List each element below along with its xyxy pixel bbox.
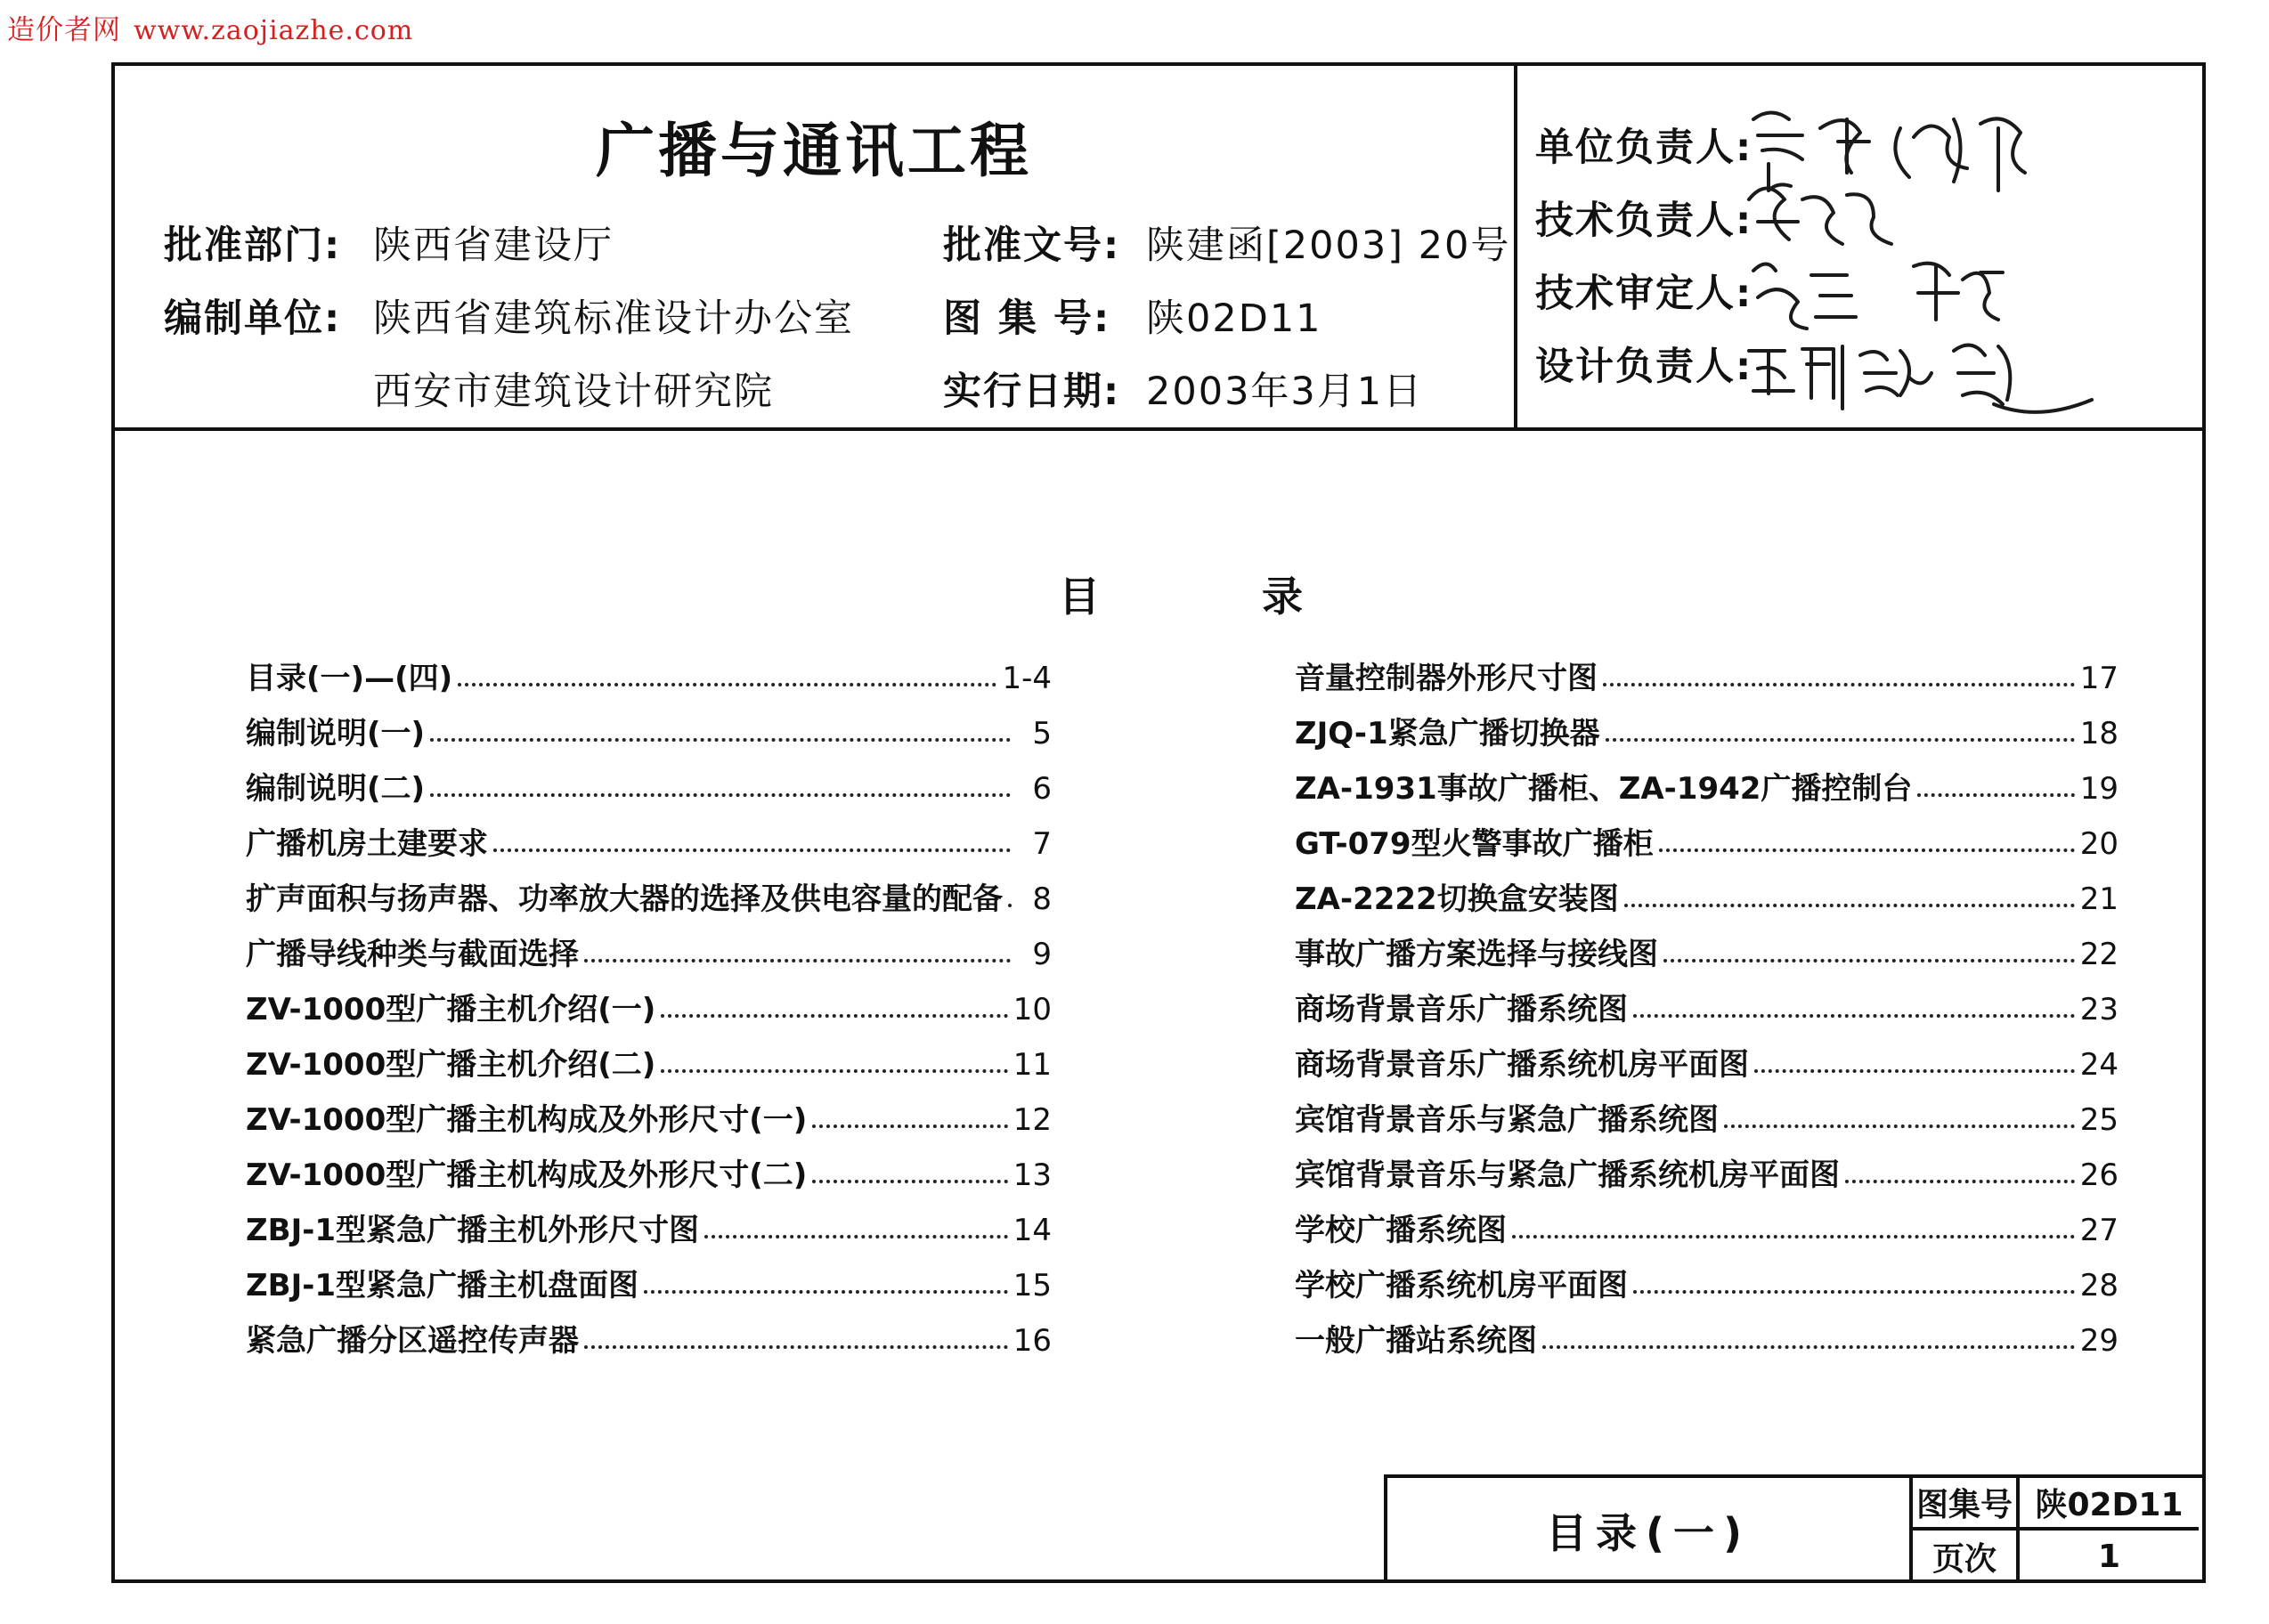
toc-entry-title: 广播导线种类与截面选择 bbox=[246, 937, 579, 972]
toc-leader-dots bbox=[1845, 1180, 2075, 1183]
signature-design-head-1 bbox=[1749, 351, 1793, 394]
toc-entry-title: ZV-1000型广播主机构成及外形尺寸(一) bbox=[246, 1102, 808, 1138]
toc-entry-page: 21 bbox=[2079, 881, 2119, 917]
toc-entry bbox=[246, 930, 1052, 985]
toc-leader-dots bbox=[430, 738, 1011, 742]
toc-entry bbox=[246, 1261, 1052, 1316]
signature-design-head-3 bbox=[1860, 351, 1931, 395]
toc-entry-title: 学校广播系统机房平面图 bbox=[1295, 1268, 1628, 1303]
toc-leader-dots bbox=[661, 1069, 1007, 1073]
toc-entry-title: 扩声面积与扬声器、功率放大器的选择及供电容量的配备 bbox=[246, 881, 1003, 917]
drawing-frame bbox=[111, 62, 2206, 1583]
toc-entry-page: 17 bbox=[2079, 661, 2119, 696]
toc-entry bbox=[1295, 764, 2119, 819]
toc-left-column bbox=[246, 654, 1052, 1371]
toc-entry bbox=[246, 1040, 1052, 1095]
toc-entry-page: 28 bbox=[2079, 1268, 2119, 1303]
toc-entry-title: ZV-1000型广播主机介绍(二) bbox=[246, 1047, 656, 1083]
signature-tech-head bbox=[1749, 189, 1891, 245]
toc-entry-page: 27 bbox=[2079, 1213, 2119, 1248]
toc-leader-dots bbox=[493, 849, 1011, 852]
toc-leader-dots bbox=[1663, 959, 2075, 962]
toc-entry bbox=[1295, 709, 2119, 764]
effective-date-label: 实行日期: bbox=[943, 369, 1121, 414]
toc-leader-dots bbox=[1659, 849, 2075, 852]
toc-entry-page: 1-4 bbox=[1002, 661, 1052, 696]
toc-leader-dots bbox=[458, 683, 996, 686]
toc-entry-title: GT-079型火警事故广播柜 bbox=[1295, 826, 1654, 862]
toc-entry-title: 目录(一)—(四) bbox=[246, 661, 453, 696]
signature-tech-review-1 bbox=[1753, 264, 1856, 329]
toc-entry-title: ZA-1931事故广播柜、ZA-1942广播控制台 bbox=[1295, 771, 1913, 807]
toc-entry-title: 宾馆背景音乐与紧急广播系统图 bbox=[1295, 1102, 1719, 1138]
toc-leader-dots bbox=[584, 959, 1011, 962]
toc-entry-page: 10 bbox=[1013, 992, 1052, 1027]
signature-tech-review-2 bbox=[1914, 264, 2003, 320]
toc-leader-dots bbox=[1603, 683, 2075, 686]
toc-entry-page: 6 bbox=[1032, 771, 1052, 807]
toc-entry-title: 商场背景音乐广播系统图 bbox=[1295, 992, 1628, 1027]
toc-leader-dots bbox=[812, 1125, 1007, 1128]
title-block bbox=[1384, 1474, 2202, 1583]
toc-leader-dots bbox=[644, 1290, 1008, 1294]
signature-unit-head-2 bbox=[1820, 119, 1869, 173]
toc-entry-title: ZJQ-1紧急广播切换器 bbox=[1295, 716, 1600, 751]
approval-doc-label: 批准文号: bbox=[943, 223, 1121, 268]
signature-unit-head-4 bbox=[1980, 118, 2025, 191]
toc-entry-title: ZBJ-1型紧急广播主机外形尺寸图 bbox=[246, 1213, 699, 1248]
toc-entry-page: 24 bbox=[2079, 1047, 2119, 1083]
toc-entry-title: 编制说明(二) bbox=[246, 771, 426, 807]
toc-leader-dots bbox=[704, 1235, 1008, 1238]
toc-entry bbox=[1295, 1040, 2119, 1095]
toc-entry-title: 学校广播系统图 bbox=[1295, 1213, 1507, 1248]
toc-leader-dots bbox=[430, 793, 1011, 797]
toc-entry-page: 9 bbox=[1032, 937, 1052, 972]
sheet-name: 目录(一) bbox=[1387, 1478, 1913, 1583]
toc-entry bbox=[246, 764, 1052, 819]
toc-right-column bbox=[1295, 654, 2119, 1371]
toc-entry-page: 16 bbox=[1013, 1323, 1052, 1359]
toc-entry-page: 23 bbox=[2079, 992, 2119, 1027]
handwritten-signatures bbox=[1535, 66, 2194, 427]
toc-entry bbox=[246, 874, 1052, 930]
header-info bbox=[115, 66, 1517, 427]
toc-entry bbox=[1295, 1206, 2119, 1261]
toc-entry-page: 14 bbox=[1013, 1213, 1052, 1248]
compiler-2: 西安市建筑设计研究院 bbox=[373, 369, 774, 414]
header bbox=[115, 66, 2202, 431]
toc-entry-title: 编制说明(一) bbox=[246, 716, 426, 751]
toc-entry-title: 宾馆背景音乐与紧急广播系统机房平面图 bbox=[1295, 1157, 1840, 1193]
toc-entry-title: 一般广播站系统图 bbox=[1295, 1323, 1537, 1359]
toc-heading-1: 目 bbox=[1059, 572, 1100, 621]
atlas-value: 陕02D11 bbox=[2020, 1478, 2199, 1531]
toc-entry bbox=[1295, 1095, 2119, 1150]
toc-leader-dots bbox=[812, 1180, 1007, 1183]
toc-leader-dots bbox=[1724, 1125, 2075, 1128]
toc-entry-page: 15 bbox=[1013, 1268, 1052, 1303]
toc-leader-dots bbox=[1008, 904, 1011, 907]
tech-head-label: 技术负责人: bbox=[1535, 199, 1753, 243]
toc-entry bbox=[246, 1206, 1052, 1261]
watermark-url: www.zaojiazhe.com bbox=[134, 15, 414, 46]
toc-entry-page: 11 bbox=[1013, 1047, 1052, 1083]
toc-entry-page: 25 bbox=[2079, 1102, 2119, 1138]
signature-block bbox=[1535, 66, 2194, 427]
page-label: 页次 bbox=[1913, 1531, 2020, 1583]
toc-entry bbox=[246, 1316, 1052, 1371]
toc-entry-page: 29 bbox=[2079, 1323, 2119, 1359]
tech-review-label: 技术审定人: bbox=[1535, 272, 1753, 316]
toc-entry-title: 音量控制器外形尺寸图 bbox=[1295, 661, 1598, 696]
toc-leader-dots bbox=[1624, 904, 2075, 907]
toc-leader-dots bbox=[1754, 1069, 2075, 1073]
toc-entry bbox=[1295, 874, 2119, 930]
toc-leader-dots bbox=[1633, 1014, 2075, 1018]
signature-unit-head-3 bbox=[1895, 119, 1967, 182]
unit-head-label: 单位负责人: bbox=[1535, 126, 1753, 170]
toc-leader-dots bbox=[1606, 738, 2075, 742]
toc-entry bbox=[1295, 1261, 2119, 1316]
toc-entry-page: 22 bbox=[2079, 937, 2119, 972]
toc-entry-title: ZV-1000型广播主机构成及外形尺寸(二) bbox=[246, 1157, 808, 1193]
toc-entry bbox=[1295, 819, 2119, 874]
toc-entry bbox=[1295, 985, 2119, 1040]
toc-entry-page: 26 bbox=[2079, 1157, 2119, 1193]
toc-entry-title: ZA-2222切换盒安装图 bbox=[1295, 881, 1619, 917]
toc-entry bbox=[246, 654, 1052, 709]
toc-leader-dots bbox=[1917, 793, 2074, 797]
toc-entry-title: 广播机房土建要求 bbox=[246, 826, 488, 862]
atlas-no-label: 图 集 号: bbox=[943, 296, 1111, 341]
toc-entry bbox=[246, 819, 1052, 874]
toc-entry-title: ZV-1000型广播主机介绍(一) bbox=[246, 992, 656, 1027]
toc-entry-page: 19 bbox=[2079, 771, 2119, 807]
toc-entry bbox=[246, 1095, 1052, 1150]
toc-entry-page: 13 bbox=[1013, 1157, 1052, 1193]
toc-leader-dots bbox=[1512, 1235, 2075, 1238]
toc-leader-dots bbox=[584, 1345, 1008, 1349]
watermark-site: 造价者网 bbox=[7, 14, 121, 46]
toc-entry bbox=[1295, 930, 2119, 985]
toc-leader-dots bbox=[1542, 1345, 2075, 1349]
toc-entry-title: 紧急广播分区遥控传声器 bbox=[246, 1323, 579, 1359]
toc-entry bbox=[1295, 654, 2119, 709]
toc-entry-page: 7 bbox=[1032, 826, 1052, 862]
toc-entry-title: 商场背景音乐广播系统机房平面图 bbox=[1295, 1047, 1749, 1083]
signature-unit-head-1 bbox=[1753, 113, 1802, 191]
atlas-label: 图集号 bbox=[1913, 1478, 2020, 1531]
design-head-label: 设计负责人: bbox=[1535, 345, 1753, 389]
toc-entry bbox=[246, 985, 1052, 1040]
approval-dept: 陕西省建设厅 bbox=[373, 223, 614, 268]
toc-entry-page: 5 bbox=[1032, 716, 1052, 751]
toc-entry-page: 8 bbox=[1032, 881, 1052, 917]
toc-leader-dots bbox=[1633, 1290, 2075, 1294]
watermark bbox=[7, 7, 413, 47]
page-value: 1 bbox=[2097, 1539, 2121, 1575]
toc-entry bbox=[1295, 1316, 2119, 1371]
approval-dept-label: 批准部门: bbox=[164, 223, 342, 268]
compiler-label: 编制单位: bbox=[164, 296, 342, 341]
toc-entry-page: 20 bbox=[2079, 826, 2119, 862]
page-title: 广播与通讯工程 bbox=[596, 117, 1032, 185]
toc-entry bbox=[246, 709, 1052, 764]
signature-design-head-4 bbox=[1954, 345, 2092, 412]
toc-entry bbox=[246, 1150, 1052, 1206]
toc-entry-page: 18 bbox=[2079, 716, 2119, 751]
toc-entry-title: 事故广播方案选择与接线图 bbox=[1295, 937, 1658, 972]
signature-design-head-2 bbox=[1802, 346, 1842, 409]
toc-heading-2: 录 bbox=[1262, 572, 1303, 621]
toc-entry-page: 12 bbox=[1013, 1102, 1052, 1138]
toc-entry bbox=[1295, 1150, 2119, 1206]
toc-leader-dots bbox=[661, 1014, 1007, 1018]
toc-entry-title: ZBJ-1型紧急广播主机盘面图 bbox=[246, 1268, 638, 1303]
effective-date: 2003年3月1日 bbox=[1146, 369, 1424, 414]
approval-doc: 陕建函[2003] 20号 bbox=[1146, 223, 1511, 268]
atlas-no: 陕02D11 bbox=[1146, 296, 1322, 341]
compiler-1: 陕西省建筑标准设计办公室 bbox=[373, 296, 854, 341]
